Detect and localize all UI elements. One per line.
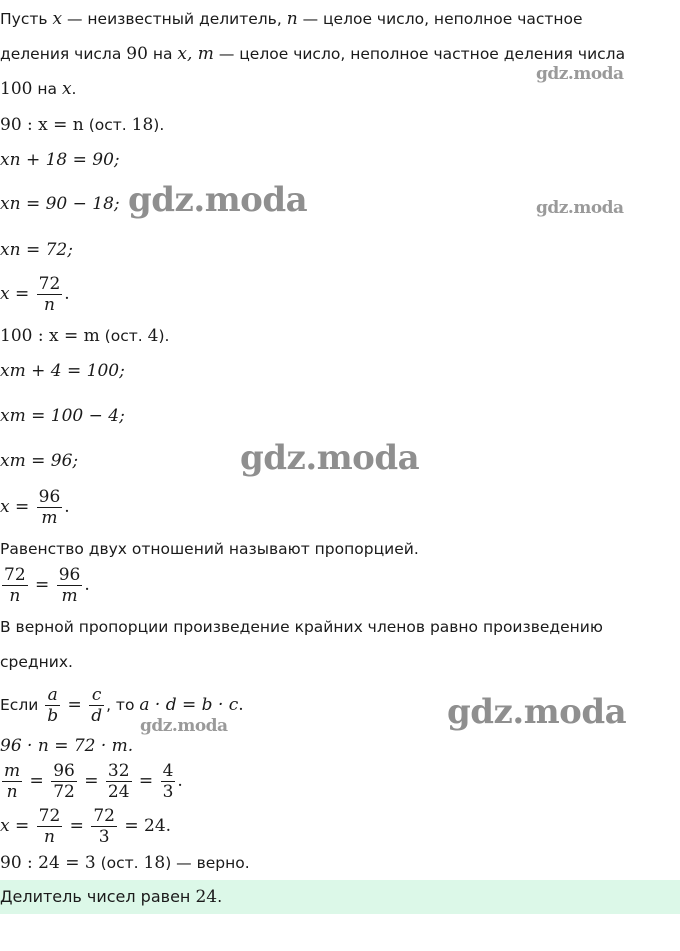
- text: .: [238, 695, 244, 715]
- numerator: c: [89, 685, 104, 706]
- denominator: n: [43, 827, 55, 847]
- lhs: x =: [0, 284, 35, 304]
- fraction: [2, 761, 22, 802]
- equation: 90 : 24 = 3: [0, 853, 96, 873]
- text: ) — верно.: [165, 854, 250, 872]
- step-8: xm = 100 − 4;: [0, 406, 125, 426]
- numerator: a: [45, 685, 60, 706]
- denominator: b: [47, 706, 59, 726]
- text: — неизвестный делитель,: [62, 10, 287, 28]
- text: Если: [0, 696, 44, 714]
- equals: =: [62, 695, 88, 715]
- vars: x, m: [177, 44, 214, 64]
- fraction: [37, 274, 63, 315]
- proportion-definition: Равенство двух отношений называют пропорцией.: [0, 540, 419, 558]
- numerator: 72: [4, 565, 26, 585]
- numerator: 96: [38, 487, 61, 507]
- step-1: [0, 115, 164, 135]
- equals: =: [64, 816, 90, 836]
- denominator: m: [41, 508, 58, 528]
- number: 18: [143, 853, 166, 873]
- fraction: [161, 761, 176, 802]
- answer-value: 24: [195, 887, 218, 907]
- numerator: 72: [38, 806, 61, 826]
- watermark: gdz.moda: [536, 198, 624, 218]
- watermark: gdz.moda: [240, 438, 420, 478]
- watermark: gdz.moda: [447, 692, 627, 732]
- numerator: 96: [53, 761, 75, 781]
- text: .: [64, 284, 70, 304]
- proportion-equation: [0, 565, 90, 606]
- proportion-rule-2: средних.: [0, 653, 73, 671]
- step-5: [0, 274, 70, 315]
- numerator: 72: [93, 806, 115, 826]
- denominator: 72: [53, 782, 75, 802]
- denominator: n: [9, 586, 21, 606]
- equals: =: [78, 771, 104, 791]
- text: — целое число, неполное частное: [297, 10, 583, 28]
- equation: a · d = b · c: [139, 695, 239, 715]
- number: 18: [131, 115, 154, 135]
- var-n: n: [286, 9, 298, 29]
- step-2: xn + 18 = 90;: [0, 150, 120, 170]
- text: (ост.: [83, 116, 132, 134]
- step-7: xm + 4 = 100;: [0, 361, 125, 381]
- text: .: [217, 887, 223, 906]
- step-10: [0, 487, 70, 528]
- equals: =: [133, 771, 159, 791]
- proportion-rule-1: В верной пропорции произведение крайних членов равно произведению: [0, 618, 603, 636]
- text: на: [147, 45, 178, 63]
- lhs: x =: [0, 816, 35, 836]
- fraction: [89, 685, 104, 726]
- fraction: [57, 565, 83, 606]
- intro-line-1: [0, 9, 583, 29]
- denominator: d: [91, 706, 103, 726]
- denominator: 3: [98, 827, 110, 847]
- fraction: [2, 565, 28, 606]
- numerator: 4: [162, 761, 174, 781]
- numerator: 72: [38, 274, 61, 294]
- number: 4: [147, 326, 159, 346]
- text: — целое число, неполное частное деления числа: [213, 45, 626, 63]
- text: .: [71, 80, 77, 98]
- watermark: gdz.moda: [140, 716, 228, 736]
- watermark: gdz.moda: [536, 64, 624, 84]
- step-4: xn = 72;: [0, 240, 73, 260]
- numerator: m: [4, 761, 21, 781]
- step-9: xm = 96;: [0, 451, 79, 471]
- equation: 100 : x = m: [0, 326, 100, 346]
- text: ).: [158, 327, 170, 345]
- number: 90: [126, 44, 148, 64]
- result: = 24.: [118, 816, 172, 836]
- fraction: [51, 761, 77, 802]
- text: Пусть: [0, 10, 53, 28]
- numerator: 96: [58, 565, 81, 585]
- number: 100: [0, 79, 33, 99]
- solve-line-1: 96 · n = 72 · m.: [0, 736, 134, 756]
- lhs: x =: [0, 497, 35, 517]
- equation: 90 : x = n: [0, 115, 84, 135]
- step-6: [0, 326, 169, 346]
- fraction: [45, 685, 60, 726]
- solve-x: [0, 806, 171, 847]
- answer-text: [0, 887, 222, 907]
- intro-line-2: [0, 44, 625, 64]
- text: ).: [153, 116, 165, 134]
- answer-box: [0, 880, 680, 914]
- fraction: [91, 806, 117, 847]
- fraction: [106, 761, 132, 802]
- text: деления числа: [0, 45, 127, 63]
- text: на: [32, 80, 62, 98]
- denominator: 3: [162, 782, 174, 802]
- fraction: [37, 487, 63, 528]
- intro-line-3: [0, 79, 76, 99]
- text: .: [177, 771, 183, 791]
- denominator: n: [6, 782, 18, 802]
- check-line: [0, 853, 250, 873]
- equals: =: [29, 575, 55, 595]
- equals: =: [24, 771, 50, 791]
- text: , то: [106, 696, 140, 714]
- text: .: [84, 575, 90, 595]
- var-x: x: [52, 9, 63, 29]
- var-x: x: [61, 79, 72, 99]
- denominator: n: [43, 295, 55, 315]
- text: (ост.: [99, 327, 148, 345]
- numerator: 32: [107, 761, 130, 781]
- text: .: [64, 497, 70, 517]
- step-3: xn = 90 − 18;: [0, 194, 120, 214]
- fraction: [37, 806, 63, 847]
- text: Делитель чисел равен: [0, 887, 196, 906]
- denominator: 24: [107, 782, 130, 802]
- denominator: m: [61, 586, 78, 606]
- solve-ratios: [0, 761, 183, 802]
- watermark: gdz.moda: [128, 180, 308, 220]
- text: (ост.: [95, 854, 144, 872]
